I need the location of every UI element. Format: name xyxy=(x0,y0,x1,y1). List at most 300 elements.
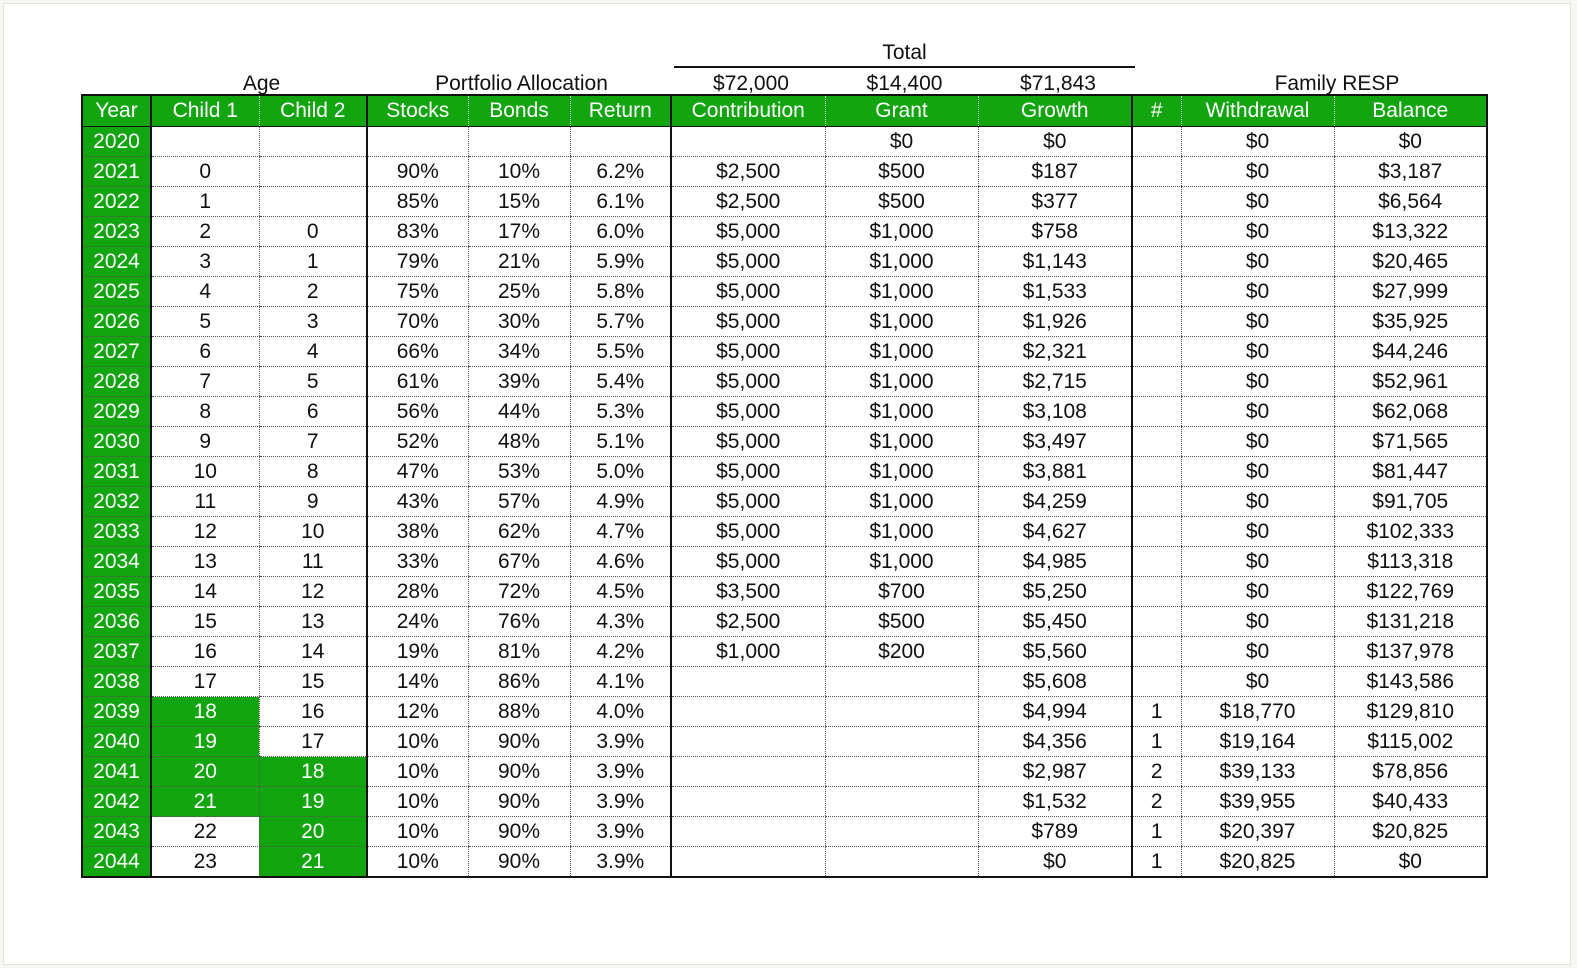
withdrawal-count-cell: 2 xyxy=(1132,757,1181,787)
grant-cell: $1,000 xyxy=(825,397,978,427)
grant-cell: $500 xyxy=(825,187,978,217)
col-header-count: # xyxy=(1132,95,1181,127)
grant-cell xyxy=(825,667,978,697)
return-cell: 4.5% xyxy=(570,577,671,607)
stocks-cell xyxy=(367,127,468,157)
growth-cell: $5,250 xyxy=(978,577,1132,607)
balance-cell: $115,002 xyxy=(1334,727,1487,757)
child2-age-cell: 8 xyxy=(259,457,367,487)
balance-cell: $20,465 xyxy=(1334,247,1487,277)
withdrawal-cell: $18,770 xyxy=(1181,697,1334,727)
child2-age-cell: 4 xyxy=(259,337,367,367)
table-row xyxy=(82,367,1487,397)
col-header-child1: Child 1 xyxy=(151,95,259,127)
withdrawal-count-cell: 1 xyxy=(1132,697,1181,727)
withdrawal-cell: $0 xyxy=(1181,637,1334,667)
total-grant: $14,400 xyxy=(866,72,943,95)
year-cell: 2022 xyxy=(82,187,151,217)
return-cell: 5.7% xyxy=(570,307,671,337)
grant-cell: $1,000 xyxy=(825,547,978,577)
child2-age-cell: 2 xyxy=(259,277,367,307)
child2-age-cell xyxy=(259,157,367,187)
contribution-cell xyxy=(671,667,825,697)
child2-age-cell: 7 xyxy=(259,427,367,457)
balance-cell: $44,246 xyxy=(1334,337,1487,367)
bonds-cell: 90% xyxy=(468,817,570,847)
year-cell: 2039 xyxy=(82,697,151,727)
bonds-cell: 90% xyxy=(468,847,570,878)
bonds-cell: 15% xyxy=(468,187,570,217)
table-row xyxy=(82,277,1487,307)
stocks-cell: 12% xyxy=(367,697,468,727)
child2-age-cell: 14 xyxy=(259,637,367,667)
withdrawal-count-cell xyxy=(1132,517,1181,547)
year-cell: 2038 xyxy=(82,667,151,697)
stocks-cell: 61% xyxy=(367,367,468,397)
withdrawal-count-cell xyxy=(1132,367,1181,397)
balance-cell: $0 xyxy=(1334,847,1487,878)
bonds-cell: 90% xyxy=(468,757,570,787)
year-cell: 2030 xyxy=(82,427,151,457)
return-cell: 4.3% xyxy=(570,607,671,637)
return-cell: 5.9% xyxy=(570,247,671,277)
contribution-cell: $5,000 xyxy=(671,457,825,487)
stocks-cell: 85% xyxy=(367,187,468,217)
grant-cell: $1,000 xyxy=(825,517,978,547)
contribution-cell: $5,000 xyxy=(671,307,825,337)
growth-cell: $1,533 xyxy=(978,277,1132,307)
child1-age-cell: 7 xyxy=(151,367,259,397)
growth-cell: $187 xyxy=(978,157,1132,187)
contribution-cell xyxy=(671,817,825,847)
withdrawal-cell: $39,955 xyxy=(1181,787,1334,817)
year-cell: 2037 xyxy=(82,637,151,667)
stocks-cell: 83% xyxy=(367,217,468,247)
stocks-cell: 14% xyxy=(367,667,468,697)
contribution-cell: $5,000 xyxy=(671,247,825,277)
bonds-cell: 34% xyxy=(468,337,570,367)
child2-age-cell xyxy=(259,187,367,217)
balance-cell: $52,961 xyxy=(1334,367,1487,397)
contribution-cell: $5,000 xyxy=(671,337,825,367)
child2-age-cell: 20 xyxy=(259,817,367,847)
table-row xyxy=(82,547,1487,577)
withdrawal-count-cell: 1 xyxy=(1132,847,1181,878)
grant-cell: $1,000 xyxy=(825,427,978,457)
stocks-cell: 10% xyxy=(367,817,468,847)
withdrawal-cell: $0 xyxy=(1181,337,1334,367)
bonds-cell: 25% xyxy=(468,277,570,307)
contribution-cell: $5,000 xyxy=(671,397,825,427)
growth-cell: $4,994 xyxy=(978,697,1132,727)
year-cell: 2028 xyxy=(82,367,151,397)
grant-cell: $1,000 xyxy=(825,367,978,397)
stocks-cell: 47% xyxy=(367,457,468,487)
stocks-cell: 10% xyxy=(367,787,468,817)
withdrawal-cell: $0 xyxy=(1181,247,1334,277)
withdrawal-cell: $0 xyxy=(1181,187,1334,217)
year-cell: 2024 xyxy=(82,247,151,277)
withdrawal-cell: $0 xyxy=(1181,577,1334,607)
return-cell: 6.0% xyxy=(570,217,671,247)
table-row xyxy=(82,607,1487,637)
withdrawal-cell: $0 xyxy=(1181,277,1334,307)
table-row xyxy=(82,217,1487,247)
contribution-cell: $5,000 xyxy=(671,427,825,457)
return-cell: 5.4% xyxy=(570,367,671,397)
balance-cell: $143,586 xyxy=(1334,667,1487,697)
year-cell: 2042 xyxy=(82,787,151,817)
growth-cell: $1,532 xyxy=(978,787,1132,817)
withdrawal-cell: $0 xyxy=(1181,307,1334,337)
contribution-cell: $5,000 xyxy=(671,547,825,577)
table-header-row xyxy=(82,95,1487,127)
withdrawal-cell: $20,825 xyxy=(1181,847,1334,878)
contribution-cell xyxy=(671,757,825,787)
child1-age-cell: 16 xyxy=(151,637,259,667)
year-cell: 2041 xyxy=(82,757,151,787)
bonds-cell: 39% xyxy=(468,367,570,397)
balance-cell: $40,433 xyxy=(1334,787,1487,817)
growth-cell: $5,560 xyxy=(978,637,1132,667)
table-row xyxy=(82,787,1487,817)
withdrawal-count-cell xyxy=(1132,307,1181,337)
bonds-cell: 53% xyxy=(468,457,570,487)
withdrawal-count-cell xyxy=(1132,637,1181,667)
growth-cell: $0 xyxy=(978,847,1132,878)
withdrawal-count-cell xyxy=(1132,187,1181,217)
contribution-cell xyxy=(671,697,825,727)
withdrawal-cell: $0 xyxy=(1181,457,1334,487)
return-cell: 3.9% xyxy=(570,817,671,847)
return-cell: 4.0% xyxy=(570,697,671,727)
bonds-cell: 90% xyxy=(468,787,570,817)
grant-cell: $0 xyxy=(825,127,978,157)
child1-age-cell: 4 xyxy=(151,277,259,307)
withdrawal-cell: $0 xyxy=(1181,607,1334,637)
withdrawal-count-cell xyxy=(1132,667,1181,697)
growth-cell: $1,926 xyxy=(978,307,1132,337)
grant-cell: $1,000 xyxy=(825,457,978,487)
withdrawal-count-cell xyxy=(1132,337,1181,367)
contribution-cell: $5,000 xyxy=(671,487,825,517)
bonds-cell: 72% xyxy=(468,577,570,607)
year-cell: 2036 xyxy=(82,607,151,637)
growth-cell: $4,985 xyxy=(978,547,1132,577)
year-cell: 2032 xyxy=(82,487,151,517)
col-header-year: Year xyxy=(82,95,151,127)
child1-age-cell: 13 xyxy=(151,547,259,577)
child2-age-cell: 15 xyxy=(259,667,367,697)
child1-age-cell: 19 xyxy=(151,727,259,757)
balance-cell: $3,187 xyxy=(1334,157,1487,187)
growth-cell: $758 xyxy=(978,217,1132,247)
year-cell: 2020 xyxy=(82,127,151,157)
return-cell: 4.9% xyxy=(570,487,671,517)
stocks-cell: 10% xyxy=(367,847,468,878)
col-header-balance: Balance xyxy=(1334,95,1487,127)
growth-cell: $1,143 xyxy=(978,247,1132,277)
growth-cell: $4,356 xyxy=(978,727,1132,757)
bonds-cell: 21% xyxy=(468,247,570,277)
growth-cell: $4,627 xyxy=(978,517,1132,547)
contribution-cell xyxy=(671,727,825,757)
stocks-cell: 10% xyxy=(367,757,468,787)
col-header-return: Return xyxy=(570,95,671,127)
table-row xyxy=(82,247,1487,277)
child2-age-cell: 16 xyxy=(259,697,367,727)
total-contribution: $72,000 xyxy=(713,72,789,95)
col-header-withdrawal: Withdrawal xyxy=(1181,95,1334,127)
contribution-cell: $1,000 xyxy=(671,637,825,667)
grant-cell: $700 xyxy=(825,577,978,607)
total-underline xyxy=(674,66,1135,68)
contribution-cell: $2,500 xyxy=(671,157,825,187)
return-cell: 5.1% xyxy=(570,427,671,457)
age-group-label: Age xyxy=(242,72,281,95)
child1-age-cell: 20 xyxy=(151,757,259,787)
resp-table xyxy=(81,94,1488,878)
child2-age-cell: 3 xyxy=(259,307,367,337)
child2-age-cell: 11 xyxy=(259,547,367,577)
child2-age-cell: 5 xyxy=(259,367,367,397)
withdrawal-cell: $0 xyxy=(1181,367,1334,397)
withdrawal-count-cell xyxy=(1132,397,1181,427)
return-cell: 3.9% xyxy=(570,727,671,757)
withdrawal-count-cell: 1 xyxy=(1132,817,1181,847)
year-cell: 2023 xyxy=(82,217,151,247)
child2-age-cell: 13 xyxy=(259,607,367,637)
child2-age-cell: 19 xyxy=(259,787,367,817)
year-cell: 2025 xyxy=(82,277,151,307)
year-cell: 2026 xyxy=(82,307,151,337)
growth-cell: $2,321 xyxy=(978,337,1132,367)
child2-age-cell: 17 xyxy=(259,727,367,757)
child1-age-cell xyxy=(151,127,259,157)
table-row xyxy=(82,157,1487,187)
grant-cell: $1,000 xyxy=(825,277,978,307)
withdrawal-cell: $0 xyxy=(1181,547,1334,577)
stocks-cell: 33% xyxy=(367,547,468,577)
withdrawal-cell: $0 xyxy=(1181,397,1334,427)
child2-age-cell: 0 xyxy=(259,217,367,247)
year-cell: 2027 xyxy=(82,337,151,367)
stocks-cell: 38% xyxy=(367,517,468,547)
return-cell: 3.9% xyxy=(570,787,671,817)
table-row xyxy=(82,637,1487,667)
growth-cell: $4,259 xyxy=(978,487,1132,517)
withdrawal-count-cell xyxy=(1132,127,1181,157)
year-cell: 2029 xyxy=(82,397,151,427)
bonds-cell: 57% xyxy=(468,487,570,517)
balance-cell: $113,318 xyxy=(1334,547,1487,577)
grant-cell: $1,000 xyxy=(825,247,978,277)
return-cell: 4.2% xyxy=(570,637,671,667)
stocks-cell: 19% xyxy=(367,637,468,667)
withdrawal-count-cell xyxy=(1132,487,1181,517)
growth-cell: $3,881 xyxy=(978,457,1132,487)
withdrawal-count-cell xyxy=(1132,577,1181,607)
balance-cell: $91,705 xyxy=(1334,487,1487,517)
col-header-grant: Grant xyxy=(825,95,978,127)
balance-cell: $102,333 xyxy=(1334,517,1487,547)
grant-cell xyxy=(825,787,978,817)
child1-age-cell: 1 xyxy=(151,187,259,217)
table-row xyxy=(82,757,1487,787)
child1-age-cell: 14 xyxy=(151,577,259,607)
contribution-cell xyxy=(671,127,825,157)
stocks-cell: 28% xyxy=(367,577,468,607)
child1-age-cell: 8 xyxy=(151,397,259,427)
grant-cell xyxy=(825,847,978,878)
return-cell: 4.6% xyxy=(570,547,671,577)
year-cell: 2033 xyxy=(82,517,151,547)
stocks-cell: 43% xyxy=(367,487,468,517)
child2-age-cell xyxy=(259,127,367,157)
table-row xyxy=(82,127,1487,157)
table-row xyxy=(82,697,1487,727)
withdrawal-cell: $39,133 xyxy=(1181,757,1334,787)
col-header-child2: Child 2 xyxy=(259,95,367,127)
balance-cell: $0 xyxy=(1334,127,1487,157)
growth-cell: $2,987 xyxy=(978,757,1132,787)
col-header-stocks: Stocks xyxy=(367,95,468,127)
balance-cell: $137,978 xyxy=(1334,637,1487,667)
stocks-cell: 79% xyxy=(367,247,468,277)
child1-age-cell: 3 xyxy=(151,247,259,277)
grant-cell: $500 xyxy=(825,607,978,637)
return-cell xyxy=(570,127,671,157)
withdrawal-cell: $19,164 xyxy=(1181,727,1334,757)
withdrawal-count-cell xyxy=(1132,607,1181,637)
return-cell: 5.5% xyxy=(570,337,671,367)
balance-cell: $6,564 xyxy=(1334,187,1487,217)
col-header-growth: Growth xyxy=(978,95,1132,127)
child1-age-cell: 5 xyxy=(151,307,259,337)
contribution-cell: $5,000 xyxy=(671,367,825,397)
child1-age-cell: 21 xyxy=(151,787,259,817)
child1-age-cell: 15 xyxy=(151,607,259,637)
child2-age-cell: 9 xyxy=(259,487,367,517)
grant-cell: $1,000 xyxy=(825,217,978,247)
withdrawal-cell: $0 xyxy=(1181,517,1334,547)
bonds-cell: 17% xyxy=(468,217,570,247)
bonds-cell: 81% xyxy=(468,637,570,667)
child1-age-cell: 6 xyxy=(151,337,259,367)
bonds-cell: 10% xyxy=(468,157,570,187)
contribution-cell: $3,500 xyxy=(671,577,825,607)
withdrawal-count-cell xyxy=(1132,277,1181,307)
contribution-cell: $5,000 xyxy=(671,217,825,247)
return-cell: 6.2% xyxy=(570,157,671,187)
stocks-cell: 24% xyxy=(367,607,468,637)
bonds-cell: 44% xyxy=(468,397,570,427)
table-row xyxy=(82,487,1487,517)
stocks-cell: 10% xyxy=(367,727,468,757)
balance-cell: $131,218 xyxy=(1334,607,1487,637)
child1-age-cell: 23 xyxy=(151,847,259,878)
growth-cell: $3,497 xyxy=(978,427,1132,457)
child2-age-cell: 12 xyxy=(259,577,367,607)
table-row xyxy=(82,337,1487,367)
withdrawal-count-cell xyxy=(1132,247,1181,277)
withdrawal-count-cell xyxy=(1132,217,1181,247)
table-row xyxy=(82,457,1487,487)
bonds-cell: 88% xyxy=(468,697,570,727)
grant-cell: $200 xyxy=(825,637,978,667)
growth-cell: $0 xyxy=(978,127,1132,157)
stocks-cell: 52% xyxy=(367,427,468,457)
grant-cell xyxy=(825,697,978,727)
bonds-cell: 86% xyxy=(468,667,570,697)
year-cell: 2031 xyxy=(82,457,151,487)
return-cell: 3.9% xyxy=(570,847,671,878)
contribution-cell xyxy=(671,787,825,817)
col-header-contribution: Contribution xyxy=(671,95,825,127)
table-row xyxy=(82,667,1487,697)
child1-age-cell: 11 xyxy=(151,487,259,517)
withdrawal-cell: $0 xyxy=(1181,127,1334,157)
return-cell: 4.1% xyxy=(570,667,671,697)
balance-cell: $129,810 xyxy=(1334,697,1487,727)
balance-cell: $71,565 xyxy=(1334,427,1487,457)
contribution-cell: $2,500 xyxy=(671,187,825,217)
contribution-cell: $5,000 xyxy=(671,517,825,547)
stocks-cell: 90% xyxy=(367,157,468,187)
balance-cell: $13,322 xyxy=(1334,217,1487,247)
child2-age-cell: 6 xyxy=(259,397,367,427)
total-group-label: Total xyxy=(882,41,927,64)
child1-age-cell: 18 xyxy=(151,697,259,727)
table-row xyxy=(82,577,1487,607)
table-row xyxy=(82,427,1487,457)
bonds-cell: 67% xyxy=(468,547,570,577)
year-cell: 2044 xyxy=(82,847,151,878)
table-row xyxy=(82,847,1487,878)
table-row xyxy=(82,187,1487,217)
withdrawal-cell: $0 xyxy=(1181,487,1334,517)
year-cell: 2021 xyxy=(82,157,151,187)
balance-cell: $20,825 xyxy=(1334,817,1487,847)
growth-cell: $5,608 xyxy=(978,667,1132,697)
growth-cell: $789 xyxy=(978,817,1132,847)
withdrawal-cell: $20,397 xyxy=(1181,817,1334,847)
growth-cell: $5,450 xyxy=(978,607,1132,637)
return-cell: 4.7% xyxy=(570,517,671,547)
grant-cell xyxy=(825,817,978,847)
stocks-cell: 70% xyxy=(367,307,468,337)
year-cell: 2043 xyxy=(82,817,151,847)
bonds-cell: 62% xyxy=(468,517,570,547)
balance-cell: $62,068 xyxy=(1334,397,1487,427)
contribution-cell: $5,000 xyxy=(671,277,825,307)
grant-cell: $500 xyxy=(825,157,978,187)
child2-age-cell: 21 xyxy=(259,847,367,878)
return-cell: 5.0% xyxy=(570,457,671,487)
growth-cell: $377 xyxy=(978,187,1132,217)
withdrawal-cell: $0 xyxy=(1181,217,1334,247)
balance-cell: $78,856 xyxy=(1334,757,1487,787)
withdrawal-count-cell: 2 xyxy=(1132,787,1181,817)
bonds-cell: 48% xyxy=(468,427,570,457)
stocks-cell: 75% xyxy=(367,277,468,307)
return-cell: 5.3% xyxy=(570,397,671,427)
grant-cell: $1,000 xyxy=(825,487,978,517)
grant-cell xyxy=(825,757,978,787)
child1-age-cell: 2 xyxy=(151,217,259,247)
withdrawal-cell: $0 xyxy=(1181,427,1334,457)
table-row xyxy=(82,307,1487,337)
